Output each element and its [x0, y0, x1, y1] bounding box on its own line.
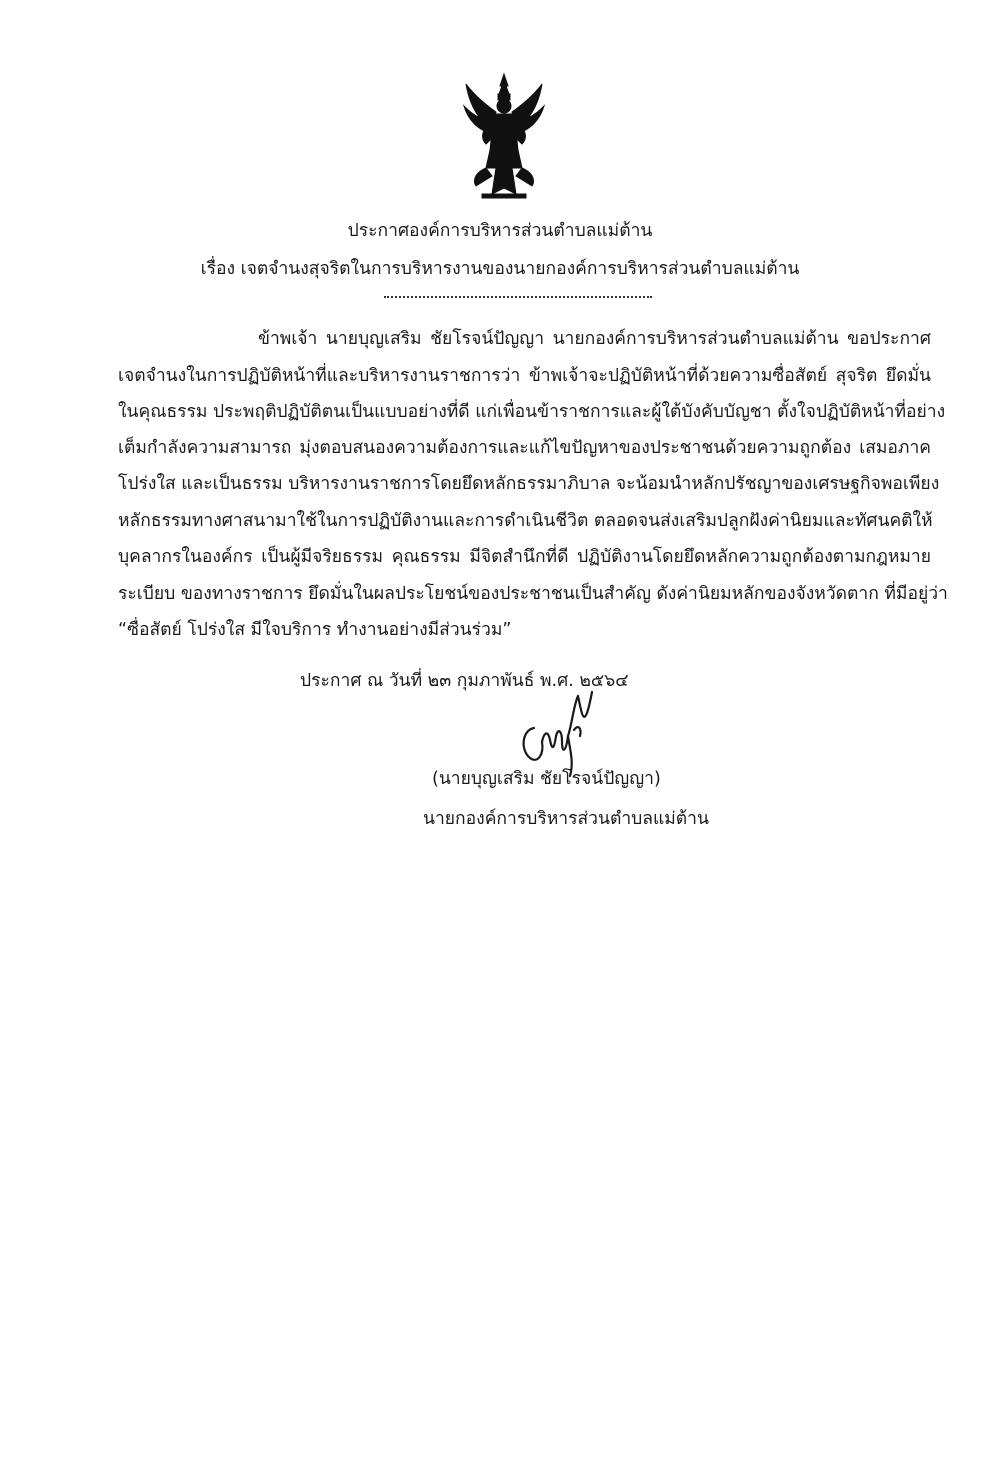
- announcement-date: ประกาศ ณ วันที่ ๒๓ กุมภาพันธ์ พ.ศ. ๒๕๖๔: [300, 671, 629, 691]
- garuda-emblem-icon: [462, 72, 546, 200]
- body-line: ข้าพเจ้า นายบุญเสริม ชัยโรจน์ปัญญา นายกองค์การบริหารส่วนตำบลแม่ต้าน ขอประกาศ: [258, 329, 931, 349]
- dotted-divider: [384, 296, 652, 298]
- signer-title: นายกองค์การบริหารส่วนตำบลแม่ต้าน: [423, 809, 709, 829]
- signer-name: (นายบุญเสริม ชัยโรจน์ปัญญา): [432, 769, 661, 789]
- body-line: บุคลากรในองค์กร เป็นผู้มีจริยธรรม คุณธรรม มีจิตสำนึกที่ดี ปฏิบัติงานโดยยึดหลักความถูกต้องตามกฎหมาย: [118, 547, 931, 567]
- body-line: “ซื่อสัตย์ โปร่งใส มีใจบริการ ทำงานอย่างมีส่วนร่วม”: [118, 620, 512, 640]
- body-line: เจตจำนงในการปฏิบัติหน้าที่และบริหารงานราชการว่า ข้าพเจ้าจะปฏิบัติหน้าที่ด้วยความซื่อสัตย์ สุจริต ยึดมั่น: [118, 366, 931, 386]
- body-line: หลักธรรมทางศาสนามาใช้ในการปฏิบัติงานและการดำเนินชีวิต ตลอดจนส่งเสริมปลูกฝังค่านิยมและทัศนคติให้: [118, 511, 933, 531]
- announcement-subject: เรื่อง เจตจำนงสุจริตในการบริหารงานของนายกองค์การบริหารส่วนตำบลแม่ต้าน: [200, 259, 800, 279]
- announcement-title: ประกาศองค์การบริหารส่วนตำบลแม่ต้าน: [347, 221, 653, 241]
- body-line: ระเบียบ ของทางราชการ ยึดมั่นในผลประโยชน์ของประชาชนเป็นสำคัญ ดังค่านิยมหลักของจังหวัดตาก ที่มีอยู่ว่า: [118, 584, 948, 604]
- body-line: ในคุณธรรม ประพฤติปฏิบัติตนเป็นแบบอย่างที่ดี แก่เพื่อนข้าราชการและผู้ใต้บังคับบัญชา ตั้งใจปฏิบัติหน้าที่อย่าง: [118, 402, 946, 422]
- body-line: โปร่งใส และเป็นธรรม บริหารงานราชการโดยยึดหลักธรรมาภิบาล จะน้อมนำหลักปรัชญาของเศรษฐกิจพอเพียง: [118, 474, 940, 494]
- body-line: เต็มกำลังความสามารถ มุ่งตอบสนองความต้องการและแก้ไขปัญหาของประชาชนด้วยความถูกต้อง เสมอภาค: [118, 438, 931, 458]
